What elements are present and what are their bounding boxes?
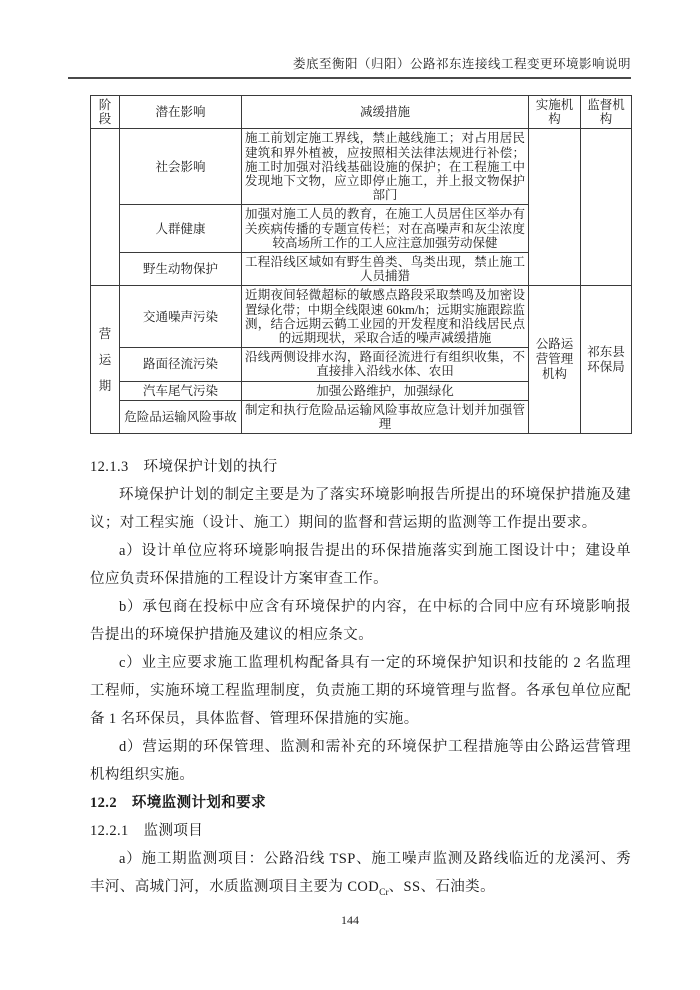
- stage-cell-construction: [91, 129, 120, 286]
- paragraph-c: c）业主应要求施工监理机构配备具有一定的环境保护知识和技能的 2 名监理工程师，实施环境工程监理制度，负责施工期的环境管理与监督。各承包单位应配备 1 名环保员，具体监督、管理环保措施的实施。: [90, 655, 631, 728]
- running-head-title: 娄底至衡阳（归阳）公路祁东连接线工程变更环境影响说明: [292, 57, 631, 71]
- section-heading-12-2: 12.2 环境监测计划和要求: [90, 795, 266, 812]
- paragraph-monitoring: [90, 845, 631, 907]
- impact-cell: 危险品运输风险事故: [120, 400, 242, 433]
- header-cell-stage: 阶段: [91, 96, 120, 129]
- impact-cell: 汽车尾气污染: [120, 381, 242, 400]
- implementing-org-cell: [529, 129, 581, 286]
- implementing-org-cell: 公路运营管理机构: [529, 286, 581, 434]
- monitoring-text: a）施工期监测项目：公路沿线 TSP、施工噪声监测及路线临近的龙溪河、秀丰河、高城门河，水质监测项目主要为 COD: [90, 851, 631, 896]
- header-cell-supervising-org: 监督机构: [581, 96, 632, 129]
- impact-cell: 社会影响: [120, 129, 242, 205]
- section-heading-12-1-3: 12.1.3 环境保护计划的执行: [90, 459, 278, 476]
- paragraph-d: d）营运期的环保管理、监测和需补充的环境保护工程措施等由公路运营管理机构组织实施。: [90, 739, 631, 784]
- impact-cell: 路面径流污染: [120, 348, 242, 381]
- table-row: [91, 129, 632, 205]
- header-cell-implementing-org: 实施机构: [529, 96, 581, 129]
- monitoring-text-tail: 、SS、石油类。: [388, 879, 495, 896]
- running-head: [68, 54, 631, 79]
- paragraph-intro: 环境保护计划的制定主要是为了落实环境影响报告所提出的环境保护措施及建议；对工程实施（设计、施工）期间的监督和营运期的监测等工作提出要求。: [90, 487, 631, 532]
- cod-subscript: Cr: [379, 888, 389, 899]
- impact-cell: 交通噪声污染: [120, 286, 242, 348]
- table-row: [91, 286, 632, 348]
- header-cell-impact: 潜在影响: [120, 96, 242, 129]
- paragraph-b: b）承包商在投标中应含有环境保护的内容，在中标的合同中应有环境影响报告提出的环境保护措施及建议的相应条文。: [90, 599, 631, 644]
- measures-cell: 加强公路维护，加强绿化: [242, 381, 529, 400]
- supervising-org-cell: 祁东县环保局: [581, 286, 632, 434]
- supervising-org-cell: [581, 129, 632, 286]
- page-content: [90, 95, 631, 907]
- body-text: [90, 453, 631, 907]
- page-footer: [0, 913, 700, 928]
- measures-cell: 加强对施工人员的教育，在施工人员居住区举办有关疾病传播的专题宣传栏；对在高噪声和灰尘浓度较高场所工作的工人应注意加强劳动保健: [242, 205, 529, 253]
- impact-cell: 人群健康: [120, 205, 242, 253]
- header-cell-measures: 减缓措施: [242, 96, 529, 129]
- stage-cell-operation: 营运期: [91, 286, 120, 434]
- measures-cell: 制定和执行危险品运输风险事故应急计划并加强管理: [242, 400, 529, 433]
- table-header-row: [91, 96, 632, 129]
- mitigation-measures-table: [90, 95, 632, 434]
- paragraph-a: a）设计单位应将环境影响报告提出的环保措施落实到施工图设计中；建设单位应负责环保措施的工程设计方案审查工作。: [90, 543, 631, 588]
- measures-cell: 沿线两侧设排水沟，路面径流进行有组织收集，不直接排入沿线水体、农田: [242, 348, 529, 381]
- measures-cell: 施工前划定施工界线，禁止越线施工；对占用居民建筑和界外植被，应按照相关法律法规进行补偿；施工时加强对沿线基础设施的保护；在工程施工中发现地下文物，应立即停止施工，并上报文物保护部门: [242, 129, 529, 205]
- measures-cell: 近期夜间轻微超标的敏感点路段采取禁鸣及加密设置绿化带；中期全线限速 60km/h；远期实施跟踪监测，结合远期云鹤工业园的开发程度和沿线居民点的远期现状，采取合适的噪声减缓措施: [242, 286, 529, 348]
- page-number: 144: [341, 913, 359, 927]
- measures-cell: 工程沿线区域如有野生兽类、鸟类出现，禁止施工人员捕猎: [242, 253, 529, 286]
- impact-cell: 野生动物保护: [120, 253, 242, 286]
- section-heading-12-2-1: 12.2.1 监测项目: [90, 823, 204, 840]
